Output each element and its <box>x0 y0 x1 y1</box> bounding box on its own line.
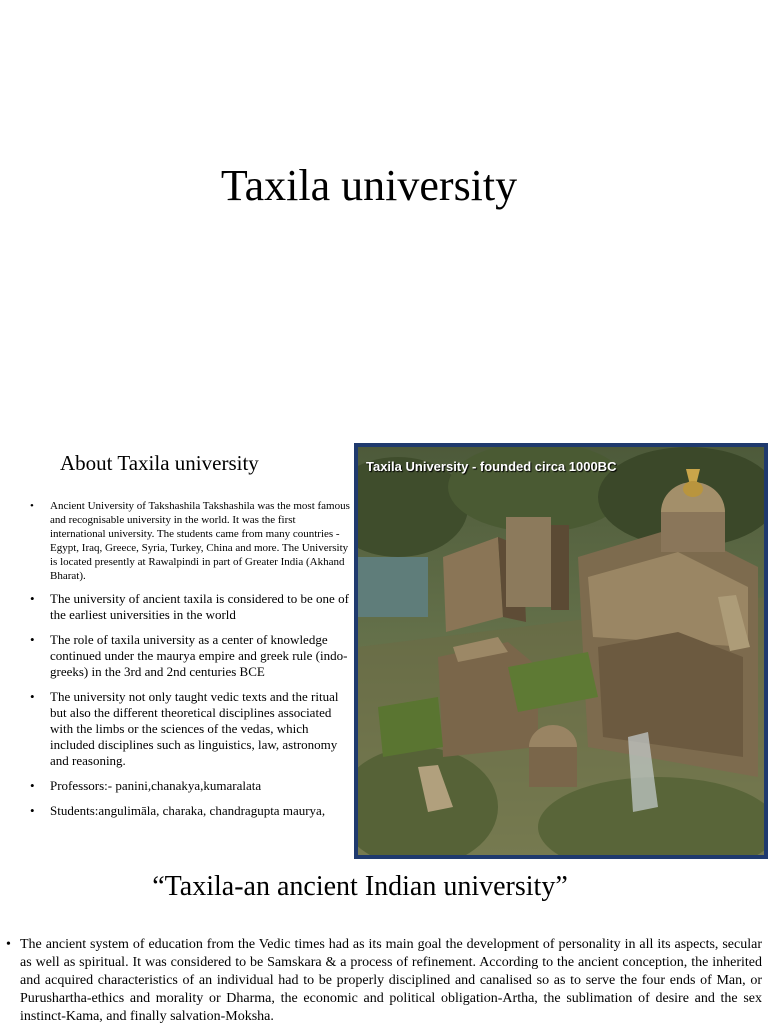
quote-heading: “Taxila-an ancient Indian university” <box>152 871 568 902</box>
list-item <box>30 591 350 623</box>
bullet-icon: • <box>30 632 35 647</box>
list-item <box>30 778 350 794</box>
bullet-text: The role of taxila university as a center of knowledge continued under the maurya empire and greek rule (indo-greeks) in the 3rd and 2nd centuries BCE <box>50 632 348 679</box>
ruins-illustration <box>358 447 764 855</box>
bullet-icon: • <box>30 689 35 704</box>
list-item <box>30 499 350 583</box>
bullet-text: Students:angulimāla, charaka, chandragupta maurya, <box>50 803 326 818</box>
bullet-icon: • <box>30 803 35 818</box>
bullet-text: Professors:- panini,chanakya,kumaralata <box>50 778 262 793</box>
image-caption: Taxila University - founded circa 1000BC <box>366 459 617 474</box>
bullet-text: The university of ancient taxila is considered to be one of the earliest universities in the world <box>50 591 349 622</box>
list-item <box>30 803 350 819</box>
education-paragraph <box>6 936 762 1024</box>
about-heading: About Taxila university <box>60 451 259 475</box>
bullet-text: Ancient University of Takshashila Takshashila was the most famous and recognisable university in the world. It was the first international university. The students came from many countries - Egypt, Iraq, Greece, Syria, Turkey, China and more. The University is located presently at Rawalpindi in part of Greater India (Akhand Bharat). <box>50 500 350 582</box>
taxila-university-illustration <box>354 443 768 859</box>
bullet-text: The university not only taught vedic texts and the ritual but also the different theoretical disciplines associated with the limbs or the sciences of the vedas, which included disciplines such as linguistics, law, astronomy and reasoning. <box>50 689 339 768</box>
bullet-icon: • <box>30 500 34 512</box>
list-item <box>30 632 350 680</box>
about-bullet-list <box>30 499 350 828</box>
paragraph-text: The ancient system of education from the Vedic times had as its main goal the development of personality in all its aspects, secular as well as spiritual. It was considered to be Samskara & a process of refinement. According to the ancient conception, the inherited and acquired characteristics of an individual had to be properly disciplined and canalised so as to serve the four ends of Man, or Purushartha-ethics and morality or Dharma, the economic and political obligation-Artha, the sublimation of desire and the sex instinct-Kama, and finally salvation-Moksha. <box>20 937 762 1024</box>
bullet-icon: • <box>30 778 35 793</box>
slide-title: Taxila university <box>220 161 518 210</box>
bullet-icon: • <box>30 591 35 606</box>
bullet-icon: • <box>6 937 11 952</box>
list-item <box>30 689 350 769</box>
